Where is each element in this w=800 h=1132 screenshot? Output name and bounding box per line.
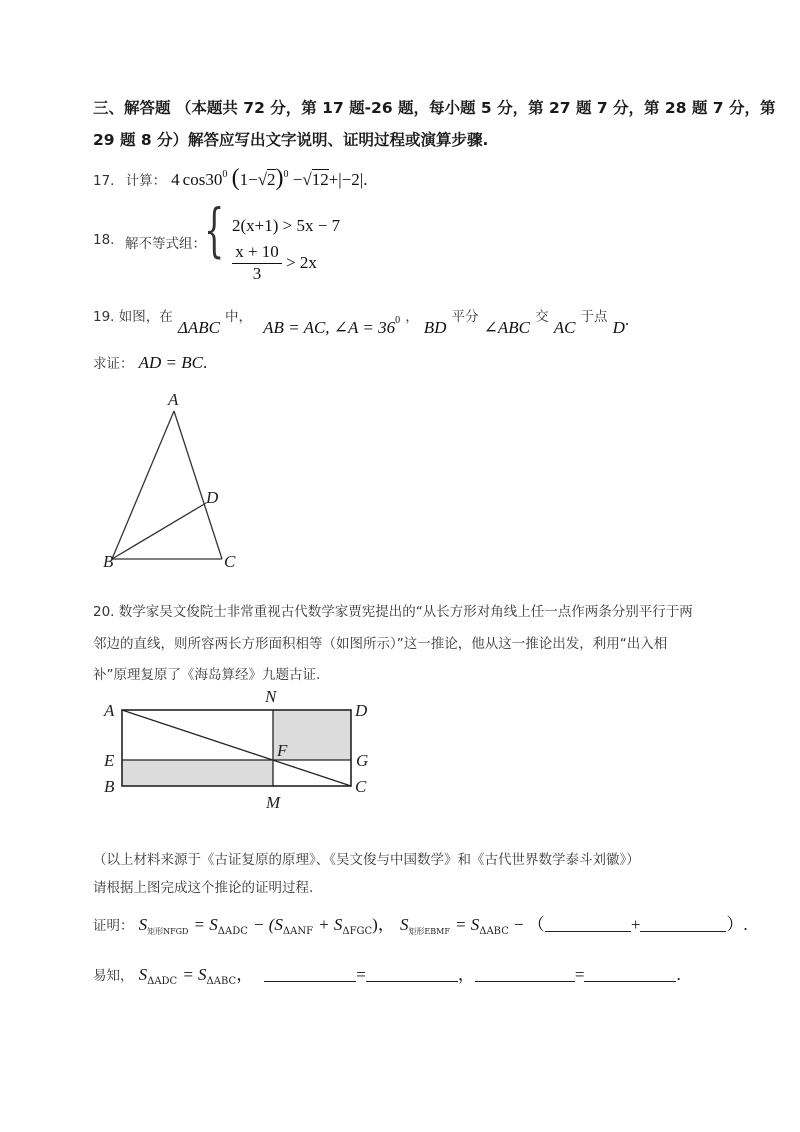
proof-sub2: ΔADC (217, 926, 248, 937)
q19-triangle-figure (100, 385, 250, 575)
q17-number: 17. (93, 173, 115, 189)
proof-sub4: ΔFGC (342, 926, 373, 937)
q20-proof-line (93, 910, 748, 937)
label-G: G (356, 751, 369, 770)
q20-yizhi-line (93, 960, 681, 987)
q19-yudian: 于点 (580, 309, 608, 325)
yizhi-comma2: ， (457, 965, 475, 984)
label-M: M (266, 793, 281, 812)
q19-bd: BD (423, 318, 447, 337)
yizhi-blank-4[interactable] (584, 967, 676, 982)
yizhi-sub1: ΔADC (147, 976, 178, 987)
proof-close: )， (372, 915, 395, 934)
segment-ab (112, 411, 174, 559)
q18-rhs2: > 2x (286, 253, 317, 272)
label-B: B (104, 777, 115, 796)
yizhi-eq2: = (574, 965, 585, 984)
label-A: A (104, 701, 115, 720)
label-D: D (206, 488, 219, 507)
q19-angle: ∠ABC (483, 318, 530, 337)
q19-d: D (612, 318, 625, 337)
proof-sub1: 矩形NFGD (147, 927, 189, 936)
q18-ineq1: 2(x+1) > 5x − 7 (232, 216, 341, 235)
label-D: D (355, 701, 368, 720)
yizhi-label: 易知， (93, 968, 134, 984)
q18-number: 18. (93, 232, 115, 248)
question-17 (93, 165, 367, 192)
q18-fraction (232, 242, 282, 284)
q19-condition: AB = AC, ∠A = 36 (263, 318, 396, 337)
q19-cond-sup: 0 (395, 315, 401, 326)
q19-prove-dot: . (202, 353, 208, 372)
q17-deg: 30 (205, 170, 223, 189)
section-header-line1: 三、解答题 （本题共 72 分，第 17 题-26 题，每小题 5 分，第 27 题 7 分，第 28 题 7 分，第 (93, 99, 776, 117)
q19-jiao: 交 (535, 309, 549, 325)
shaded-rect-ebmf (122, 760, 273, 786)
yizhi-blank-3[interactable] (475, 967, 575, 982)
proof2-open: − （ (513, 915, 545, 934)
q17-paren-open: ( (231, 165, 240, 191)
proof-minus: − (S (253, 915, 283, 934)
q19-prove-statement: AD = BC (138, 353, 203, 372)
yizhi-blank-1[interactable] (264, 967, 356, 982)
proof-label: 证明： (93, 918, 134, 934)
label-F: F (277, 741, 288, 760)
proof2-plus: + (630, 915, 641, 934)
yizhi-s: S (138, 965, 148, 984)
proof2-s: S (399, 915, 409, 934)
yizhi-sub2: ΔABC (206, 976, 237, 987)
label-A: A (168, 390, 179, 409)
q17-exp0: 0 (283, 169, 289, 180)
q19-triangle: ΔABC (177, 318, 220, 337)
q17-abs: +|−2|. (328, 170, 368, 189)
label-B: B (103, 552, 114, 571)
q20-line3: 补”原理复原了《海岛算经》九题古证. (93, 667, 321, 683)
proof-s1: S (138, 915, 148, 934)
label-C: C (224, 552, 236, 571)
proof-blank-1[interactable] (545, 917, 631, 932)
q20-instruction: 请根据上图完成这个推论的证明过程. (93, 880, 314, 896)
section-header-line2: 29 题 8 分）解答应写出文字说明、证明过程或演算步骤. (93, 131, 489, 149)
proof2-close: ）. (726, 915, 748, 934)
q18-denominator: 3 (252, 264, 262, 283)
q17-expression (171, 165, 368, 191)
label-E: E (104, 751, 115, 770)
label-C: C (355, 777, 367, 796)
q17-radicand-12: 12 (311, 170, 329, 189)
q17-minus: − (292, 170, 303, 189)
proof-plus: + S (318, 915, 343, 934)
q17-sqrt-icon-2: √ (302, 170, 312, 189)
q19-comma: ， (405, 309, 419, 325)
segment-ac (174, 411, 222, 559)
proof2-eq: = S (455, 915, 480, 934)
yizhi-eq: = S (182, 965, 207, 984)
q17-deg-sup: 0 (222, 169, 228, 180)
q18-label: 解不等式组： (125, 236, 206, 252)
segment-bd (112, 503, 206, 559)
q17-one-minus: 1− (239, 170, 258, 189)
q20-line2: 邻边的直线，则所容两长方形面积相等（如图所示）”这一推论，他从这一推论出发，利用“出入相 (93, 636, 668, 652)
proof-sub3: ΔANF (282, 926, 314, 937)
q20-rectangle-figure (100, 688, 380, 816)
q17-label: 计算： (125, 173, 167, 189)
label-N: N (265, 688, 277, 706)
q17-paren-close: ) (275, 165, 284, 191)
proof2-sub2: ΔABC (479, 926, 509, 937)
q19-dot: . (624, 310, 630, 329)
question-19 (93, 305, 630, 337)
q17-coef: 4 (171, 170, 180, 189)
q20-line1: 20. 数学家吴文俊院士非常重视古代数学家贾宪提出的“从长方形对角线上任一点作两条分别平行于两 (93, 604, 693, 620)
yizhi-blank-2[interactable] (366, 967, 458, 982)
q19-pingfen: 平分 (451, 309, 479, 325)
q19-ac: AC (553, 318, 576, 337)
q17-cos: cos (182, 170, 206, 189)
q17-radicand-2: 2 (267, 170, 276, 189)
q17-sqrt-icon: √ (257, 170, 268, 189)
yizhi-dot: . (676, 965, 681, 984)
q19-zhong: 中， (225, 309, 253, 325)
left-brace-icon: { (204, 196, 225, 264)
proof-eq: = S (193, 915, 218, 934)
q19-prove-label: 求证： (93, 356, 134, 372)
proof-blank-2[interactable] (640, 917, 726, 932)
q19-intro: 19. 如图，在 (93, 309, 173, 325)
yizhi-comma: ， (236, 965, 254, 984)
yizhi-eq1: = (356, 965, 366, 984)
q19-prove (93, 352, 207, 373)
q20-source: （以上材料来源于《古证复原的原理》、《吴文俊与中国数学》和《古代世界数学泰斗刘徽》） (93, 852, 640, 868)
q18-numerator: x + 10 (232, 242, 282, 264)
proof2-sub1: 矩形EBMF (408, 927, 450, 936)
